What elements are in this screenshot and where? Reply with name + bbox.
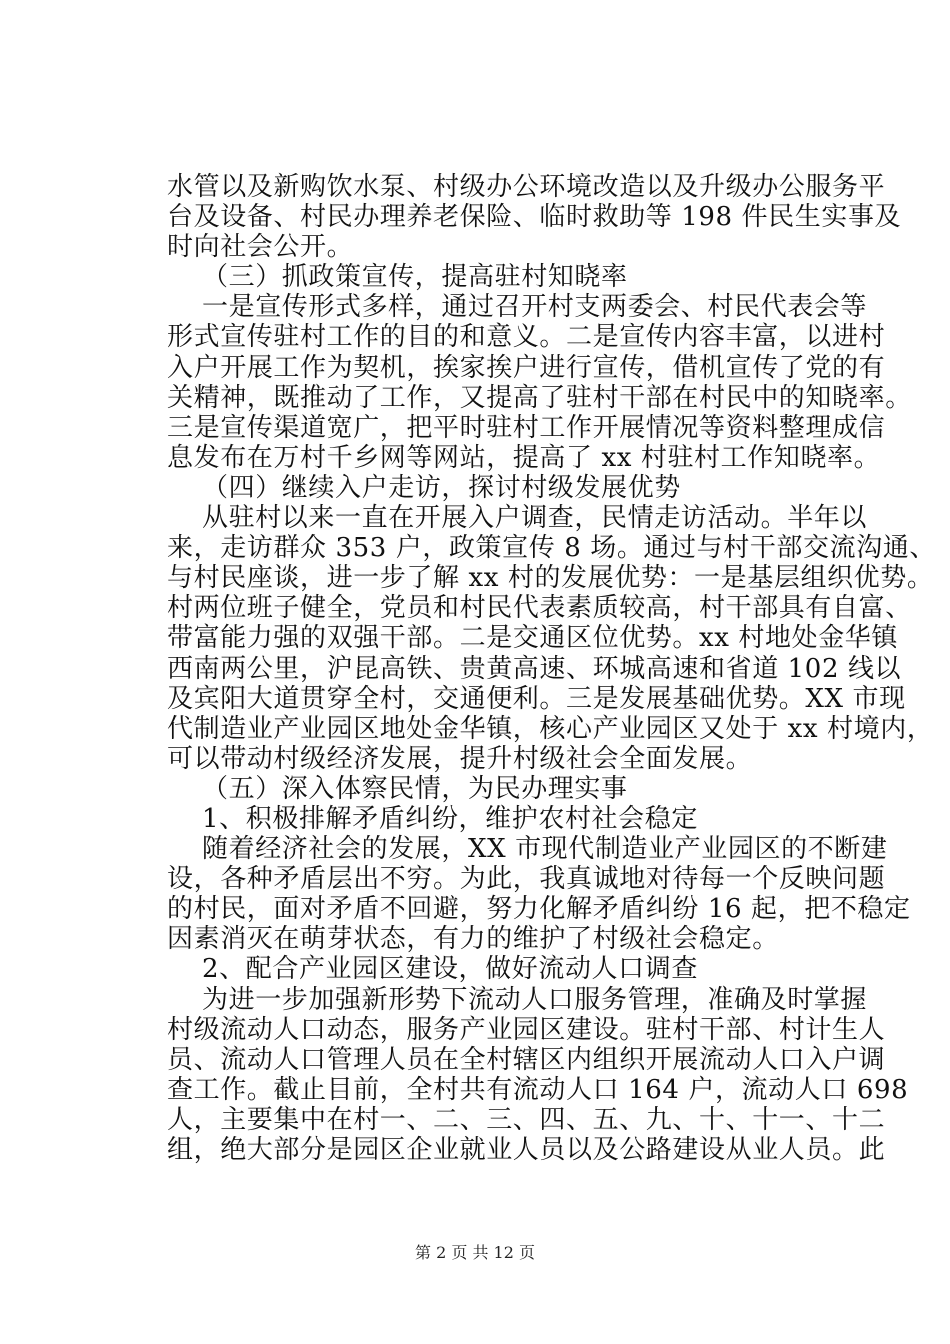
paragraph-line: 代制造业产业园区地处金华镇，核心产业园区又处于 xx 村境内， (167, 713, 934, 744)
paragraph-line: 及宾阳大道贯穿全村，交通便利。三是发展基础优势。XX 市现 (167, 683, 906, 714)
paragraph-line: 人，主要集中在村一、二、三、四、五、九、十、十一、十二 (167, 1104, 886, 1135)
paragraph-line: 关精神，既推动了工作，又提高了驻村干部在村民中的知晓率。 (167, 382, 912, 413)
paragraph-line: 为进一步加强新形势下流动人口服务管理，准确及时掌握 (202, 984, 868, 1015)
paragraph-line: 带富能力强的双强干部。二是交通区位优势。xx 村地处金华镇 (167, 623, 898, 654)
paragraph-line: 村级流动人口动态，服务产业园区建设。驻村干部、村计生人 (167, 1014, 886, 1045)
paragraph-line: 台及设备、村民办理养老保险、临时救助等 198 件民生实事及 (167, 202, 902, 233)
paragraph-line: 从驻村以来一直在开展入户调查，民情走访活动。半年以 (202, 503, 868, 534)
paragraph-line: 组，绝大部分是园区企业就业人员以及公路建设从业人员。此 (167, 1135, 886, 1165)
paragraph-line: 西南两公里，沪昆高铁、贵黄高速、环城高速和省道 102 线以 (167, 653, 902, 684)
paragraph-line: 员、流动人口管理人员在全村辖区内组织开展流动人口入户调 (167, 1044, 886, 1075)
paragraph-line: 设，各种矛盾层出不穷。为此，我真诚地对待每一个反映问题 (167, 864, 886, 895)
paragraph-line: 入户开展工作为契机，挨家挨户进行宣传，借机宣传了党的有 (167, 352, 886, 383)
section-heading: （三）抓政策宣传，提高驻村知晓率 (202, 262, 628, 293)
paragraph-line: 息发布在万村千乡网等网站，提高了 xx 村驻村工作知晓率。 (167, 442, 881, 473)
paragraph-line: 形式宣传驻村工作的目的和意义。二是宣传内容丰富，以进村 (167, 322, 886, 353)
page-number-footer: 第 2 页 共 12 页 (415, 1243, 535, 1262)
paragraph-line: 村两位班子健全，党员和村民代表素质较高，村干部具有自富、 (167, 593, 912, 624)
paragraph-line: 随着经济社会的发展，XX 市现代制造业产业园区的不断建 (202, 834, 888, 865)
subsection-heading: 2、配合产业园区建设，做好流动人口调查 (202, 954, 698, 985)
paragraph-line: 与村民座谈，进一步了解 xx 村的发展优势：一是基层组织优势。 (167, 563, 934, 594)
paragraph-line: 可以带动村级经济发展，提升村级社会全面发展。 (167, 743, 753, 774)
paragraph-line: 查工作。截止目前，全村共有流动人口 164 户，流动人口 698 (167, 1074, 909, 1105)
paragraph-line: 因素消灭在萌芽状态，有力的维护了村级社会稳定。 (167, 924, 779, 955)
paragraph-line: 三是宣传渠道宽广，把平时驻村工作开展情况等资料整理成信 (167, 412, 886, 443)
paragraph-line: 一是宣传形式多样，通过召开村支两委会、村民代表会等 (202, 292, 868, 323)
section-heading: （四）继续入户走访，探讨村级发展优势 (202, 472, 681, 503)
paragraph-line: 时向社会公开。 (167, 232, 354, 263)
document-body (167, 172, 937, 1165)
paragraph-line: 来，走访群众 353 户，政策宣传 8 场。通过与村干部交流沟通、 (167, 533, 937, 564)
subsection-heading: 1、积极排解矛盾纠纷，维护农村社会稳定 (202, 803, 698, 834)
paragraph-line: 水管以及新购饮水泵、村级办公环境改造以及升级办公服务平 (167, 172, 886, 202)
paragraph-line: 的村民，面对矛盾不回避，努力化解矛盾纠纷 16 起，把不稳定 (167, 894, 911, 925)
section-heading: （五）深入体察民情，为民办理实事 (202, 773, 628, 804)
